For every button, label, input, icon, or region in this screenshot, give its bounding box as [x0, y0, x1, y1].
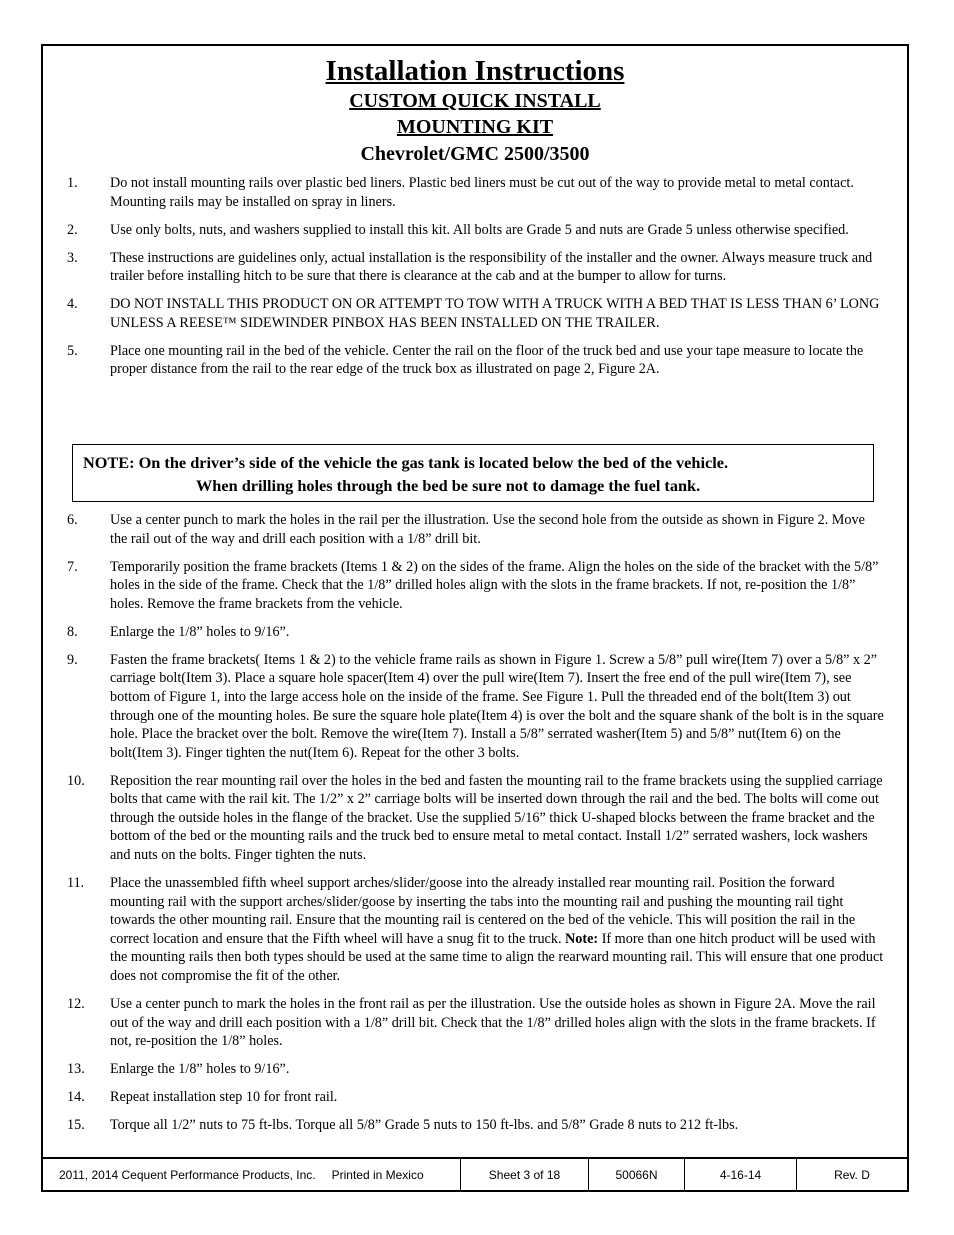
- footer-printed: Printed in Mexico: [331, 1167, 424, 1182]
- kit-name-line2: MOUNTING KIT: [396, 116, 554, 138]
- footer-copyright: 2011, 2014 Cequent Performance Products, Inc.: [59, 1167, 316, 1182]
- list-item: 7. Temporarily position the frame brackets (Items 1 & 2) on the sides of the frame. Align the holes on the side of the bracket with the 5/8” holes in the side of the frame. Check that the 1/8” drilled holes align with the slots in the frame brackets. If not, re-position the 1/8” holes. Remove the frame brackets from the vehicle.: [67, 558, 879, 612]
- note-line2: When drilling holes through the bed be sure not to damage the fuel tank.: [196, 476, 701, 495]
- list-item: 15. Torque all 1/2” nuts to 75 ft-lbs. Torque all 5/8” Grade 5 nuts to 150 ft-lbs. and 5/8” Grade 8 nuts to 212 ft-lbs.: [67, 1117, 739, 1134]
- list-item: 8. Enlarge the 1/8” holes to 9/16”.: [67, 623, 290, 640]
- list-item: 13. Enlarge the 1/8” holes to 9/16”.: [67, 1061, 290, 1078]
- footer-revision: Rev. D: [834, 1167, 870, 1182]
- steps-list-b: [43, 511, 907, 1144]
- list-item: 12. Use a center punch to mark the holes in the front rail as per the illustration. Use the outside holes as shown in Figure 2A. Move the rail out of the way and drill each position with a 1/8” drill bit. Check that the 1/8” drilled holes align with the slots in the frame brackets. If not, re-position the 1/8” holes.: [67, 996, 876, 1050]
- footer-copyright-cell: [43, 1159, 461, 1190]
- footer-part-number: 50066N: [589, 1159, 685, 1190]
- list-item: 11. Place the unassembled fifth wheel support arches/slider/goose into the already installed rear mounting rail. Position the forward mounting rail with the support arches/slider/goose by inserting the tabs into the mounting rail and pushing the mounting rail tight towards the other mounting rail. Ensure that the mounting rail is centered on the bed of the vehicle. This will position the rail in the correct location and ensure that the Fifth wheel will have a snug fit to the truck. Note: If more than one hitch product will be used with the mounting rails then both types should be used at the same time to align the rearward mounting rail. This will ensure that one product does not compromise the fit of the other.: [67, 875, 884, 985]
- list-item: 3. These instructions are guidelines only, actual installation is the responsibility of the installer and the owner. Always measure truck and trailer before installing hitch to be sure that there is clearance at the cab and at the bumper to allow for turns.: [67, 249, 873, 285]
- page-title: Installation Instructions: [325, 55, 625, 87]
- list-item: 10. Reposition the rear mounting rail over the holes in the bed and fasten the mounting rail to the frame brackets using the supplied carriage bolts that came with the rail kit. The 1/2” x 2” carriage bolts will be inserted down through the rail and the bed. The bolts will come out through the outside holes in the flange of the bracket. Use the supplied 5/16” thick U-shaped blocks between the frame bracket and the bottom of the bed or the mounting rails and the truck bed to ensure metal to metal contact. Install 1/2” serrated washers, lock washers and nuts on the bolts. Finger tighten the nuts.: [67, 772, 883, 864]
- footer-date: 4-16-14: [685, 1159, 797, 1190]
- steps-list-a: [43, 174, 907, 388]
- page-footer: [43, 1157, 907, 1190]
- list-item: 2. Use only bolts, nuts, and washers supplied to install this kit. All bolts are Grade 5 and nuts are Grade 5 unless otherwise specified.: [67, 221, 849, 238]
- list-item: 9. Fasten the frame brackets( Items 1 & 2) to the vehicle frame rails as shown in Figure 1. Screw a 5/8” pull wire(Item 7) over a 5/8” x 2” carriage bolt(Item 3). Place a square hole spacer(Item 4) over the pull wire(Item 7). Insert the free end of the pull wire(Item 7), see bottom of Figure 1, into the large access hole on the inside of the frame. See Figure 1. Pull the threaded end of the bolt(Item 3) out through one of the mounting holes. Be sure the square hole plate(Item 4) is over the bolt and the square shank of the bolt is in the square hole. Place the bracket over the bolt. Remove the wire(Item 7). Install a 5/8” serrated washer(Item 5) and 5/8” nut(Item 6) on the bolt(Item 3). Finger tighten the nut(Item 6). Repeat for the other 3 bolts.: [67, 651, 884, 761]
- document-header: [43, 54, 907, 168]
- vehicle-model: Chevrolet/GMC 2500/3500: [360, 143, 590, 165]
- note-line1: NOTE: On the driver’s side of the vehicle the gas tank is located below the bed of the vehicle.: [83, 453, 729, 472]
- kit-name-line1: CUSTOM QUICK INSTALL: [349, 90, 601, 112]
- page-frame: [41, 44, 909, 1192]
- list-item: 5. Place one mounting rail in the bed of the vehicle. Center the rail on the floor of the truck bed and use your tape measure to locate the proper distance from the rail to the rear edge of the truck box as illustrated on page 2, Figure 2A.: [67, 342, 864, 378]
- list-item: 6. Use a center punch to mark the holes in the rail per the illustration. Use the second hole from the outside as shown in Figure 2. Move the rail out of the way and drill each position with a 1/8” drill bit.: [67, 512, 865, 547]
- list-item: 1. Do not install mounting rails over plastic bed liners. Plastic bed liners must be cut out of the way to provide metal to metal contact. Mounting rails may be installed on spray in liners.: [67, 175, 854, 210]
- fuel-tank-note: [72, 444, 874, 502]
- list-item: 14. Repeat installation step 10 for front rail.: [67, 1089, 338, 1106]
- footer-sheet: Sheet 3 of 18: [461, 1159, 589, 1190]
- list-item: 4. DO NOT INSTALL THIS PRODUCT ON OR ATTEMPT TO TOW WITH A TRUCK WITH A BED THAT IS LESS THAN 6’ LONG UNLESS A REESE™ SIDEWINDER PINBOX HAS BEEN INSTALLED ON THE TRAILER.: [67, 296, 880, 331]
